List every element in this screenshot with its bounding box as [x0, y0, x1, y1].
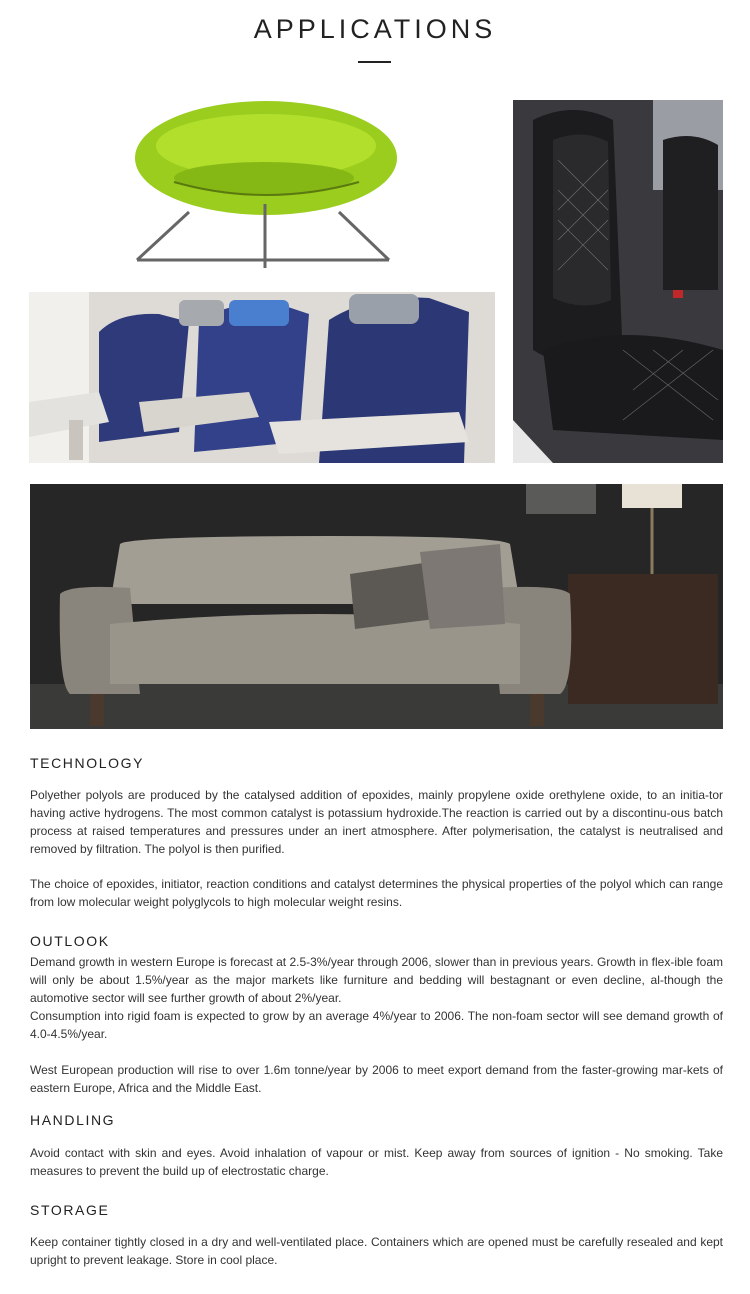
handling-paragraph: Avoid contact with skin and eyes. Avoid inhalation of vapour or mist. Keep away from sources of ignition - No smoking. Take measures to prevent the build up of electrostatic charge. — [30, 1146, 723, 1178]
outlook-paragraph: Consumption into rigid foam is expected to grow by an average 4%/year to 2006. The non-foam sector will see demand growth of 4.0-4.5%/year. — [30, 1009, 723, 1041]
storage-paragraph: Keep container tightly closed in a dry and well-ventilated place. Containers which are opened must be carefully resealed and kept upright to prevent leakage. Store in cool place. — [30, 1235, 723, 1267]
title-underline — [358, 61, 391, 63]
technology-paragraph: The choice of epoxides, initiator, reaction conditions and catalyst determines the physical properties of the polyol which can range from low molecular weight polyglycols to high molecular weight resins. — [30, 877, 723, 909]
technology-heading: TECHNOLOGY — [30, 755, 145, 771]
storage-heading: STORAGE — [30, 1202, 110, 1218]
page-title: APPLICATIONS — [253, 14, 497, 44]
outlook-paragraph: Demand growth in western Europe is forecast at 2.5-3%/year through 2006, slower than in previous years. Growth in flex-ible foam will only be about 1.5%/year as the major markets like furniture and bedding will bestagnant or even decline, al-though the automotive sector will see further growth of about 2%/year. — [30, 955, 724, 1005]
velvet-sofa-photo — [30, 484, 723, 729]
airplane-seats-photo — [29, 292, 495, 463]
green-egg-chair-photo — [29, 100, 495, 272]
car-leather-seat-photo — [513, 100, 723, 463]
technology-paragraph: Polyether polyols are produced by the catalysed addition of epoxides, mainly propylene oxide orethylene oxide, to an initia-tor having active hydrogens. The most common catalyst is potassium hydroxide.The reaction is carried out by a discontinu-ous batch process at raised temperatures and pressures under an inert atmosphere. After polymerisation, the catalyst is neutralised and removed by filtration. The polyol is then purified. — [30, 788, 723, 856]
handling-heading: HANDLING — [30, 1112, 116, 1128]
outlook-paragraph: West European production will rise to over 1.6m tonne/year by 2006 to meet export demand from the faster-growing mar-kets of eastern Europe, Africa and the Middle East. — [30, 1063, 723, 1095]
outlook-heading: OUTLOOK — [30, 933, 110, 949]
